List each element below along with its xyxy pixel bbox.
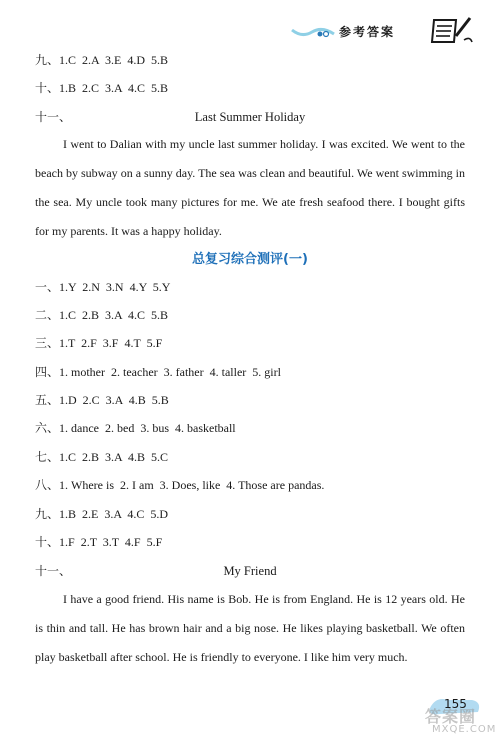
answers: 1.F 2.T 3.T 4.F 5.F xyxy=(59,535,163,549)
answer-line xyxy=(35,336,162,350)
answer-line xyxy=(35,280,170,294)
answers: 1.C 2.B 3.A 4.B 5.C xyxy=(59,450,169,464)
page-header xyxy=(290,14,480,46)
answer-line-10 xyxy=(35,81,168,95)
answers: 1. mother 2. teacher 3. father 4. taller 5. girl xyxy=(59,365,281,379)
watermark: 答案圈 xyxy=(425,707,477,726)
section-label-11: 十一、 xyxy=(35,110,72,124)
answer-line xyxy=(35,450,168,464)
essay-title: My Friend xyxy=(223,564,277,578)
section-label: 九、 xyxy=(35,507,60,521)
section-label: 一、 xyxy=(35,280,60,294)
answer-line-9 xyxy=(35,53,168,67)
essay-paragraph: I went to Dalian with my uncle last summer holiday. I was excited. We went to the beach by subway on a sunny day. The sea was clean and beautiful. We went swimming in the sea. My uncle took many pictures for me. We ate fresh seafood there. I bought gifts for my parents. It was a happy holiday. xyxy=(35,137,465,238)
answer-line xyxy=(35,535,162,549)
answers: 1. dance 2. bed 3. bus 4. basketball xyxy=(59,421,236,435)
section-label: 三、 xyxy=(35,336,60,350)
answers: 1. Where is 2. I am 3. Does, like 4. Those are pandas. xyxy=(59,478,325,492)
answers: 1.B 2.C 3.A 4.C 5.B xyxy=(59,81,169,95)
section-label: 六、 xyxy=(35,421,60,435)
section-label: 二、 xyxy=(35,308,60,322)
section-label: 十、 xyxy=(35,535,60,549)
section-label-11: 十一、 xyxy=(35,564,72,578)
answer-line xyxy=(35,478,324,492)
page-number: 155 xyxy=(444,697,467,711)
header-title: 参考答案 xyxy=(339,25,396,39)
answer-line xyxy=(35,393,169,407)
section-label: 十、 xyxy=(35,81,60,95)
answer-line xyxy=(35,421,236,435)
answers: 1.B 2.E 3.A 4.C 5.D xyxy=(59,507,169,521)
wave-decoration-icon xyxy=(290,16,338,42)
answers: 1.Y 2.N 3.N 4.Y 5.Y xyxy=(59,280,171,294)
essay-paragraph: I have a good friend. His name is Bob. He is from England. He is 12 years old. He is thin and tall. He has brown hair and a big nose. He likes playing basketball. We often play basketball after school. He is friendly to everyone. I like him very much. xyxy=(35,592,465,664)
book-pen-icon xyxy=(430,14,474,46)
section-label: 九、 xyxy=(35,53,60,67)
section-label: 五、 xyxy=(35,393,60,407)
section-title: 总复习综合测评(一) xyxy=(192,252,308,267)
answers: 1.C 2.A 3.E 4.D 5.B xyxy=(59,53,169,67)
section-label: 七、 xyxy=(35,450,60,464)
answer-line xyxy=(35,365,281,379)
section-label: 八、 xyxy=(35,478,60,492)
section-label: 四、 xyxy=(35,365,60,379)
answers: 1.C 2.B 3.A 4.C 5.B xyxy=(59,308,169,322)
essay-title: Last Summer Holiday xyxy=(194,110,306,124)
answers: 1.D 2.C 3.A 4.B 5.B xyxy=(59,393,169,407)
watermark-url: MXQE.COM xyxy=(432,724,497,735)
answer-line xyxy=(35,308,168,322)
answer-line xyxy=(35,507,168,521)
answers: 1.T 2.F 3.F 4.T 5.F xyxy=(59,336,163,350)
